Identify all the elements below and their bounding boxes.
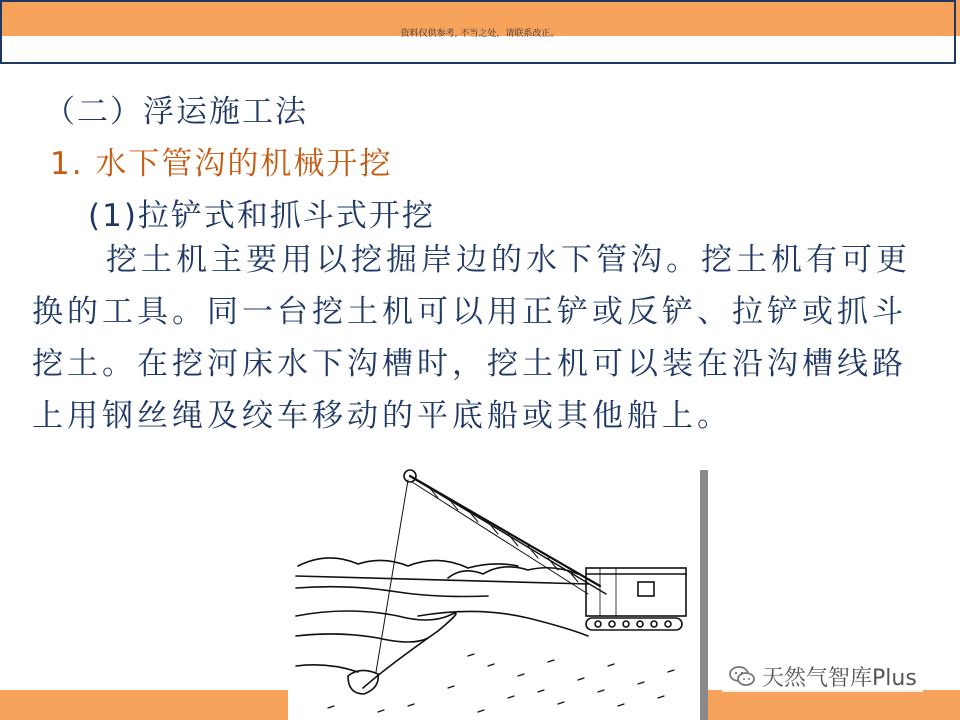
dragline-excavator-illustration [288, 466, 708, 720]
wechat-icon [728, 664, 756, 688]
figure-edge-bar [700, 470, 708, 720]
subsection-title: 1. 水下管沟的机械开挖 [50, 146, 393, 182]
body-paragraph: 挖土机主要用以挖掘岸边的水下管沟。挖土机有可更换的工具。同一台挖土机可以用正铲或反铲、拉铲或抓斗挖土。在挖河床水下沟槽时，挖土机可以装在沿沟槽线路上用钢丝绳及绞车移动的平底船或其他船上。 [32, 242, 911, 434]
excavator-drawing [288, 466, 708, 720]
watermark-text: 天然气智库Plus [762, 665, 917, 691]
section-title: （二）浮运施工法 [44, 94, 308, 130]
header-notice: 资料仅供参考, 不当之处，请联系改正。 [400, 29, 560, 39]
item-title: (1)拉铲式和抓斗式开挖 [88, 198, 435, 234]
watermark [722, 660, 923, 692]
